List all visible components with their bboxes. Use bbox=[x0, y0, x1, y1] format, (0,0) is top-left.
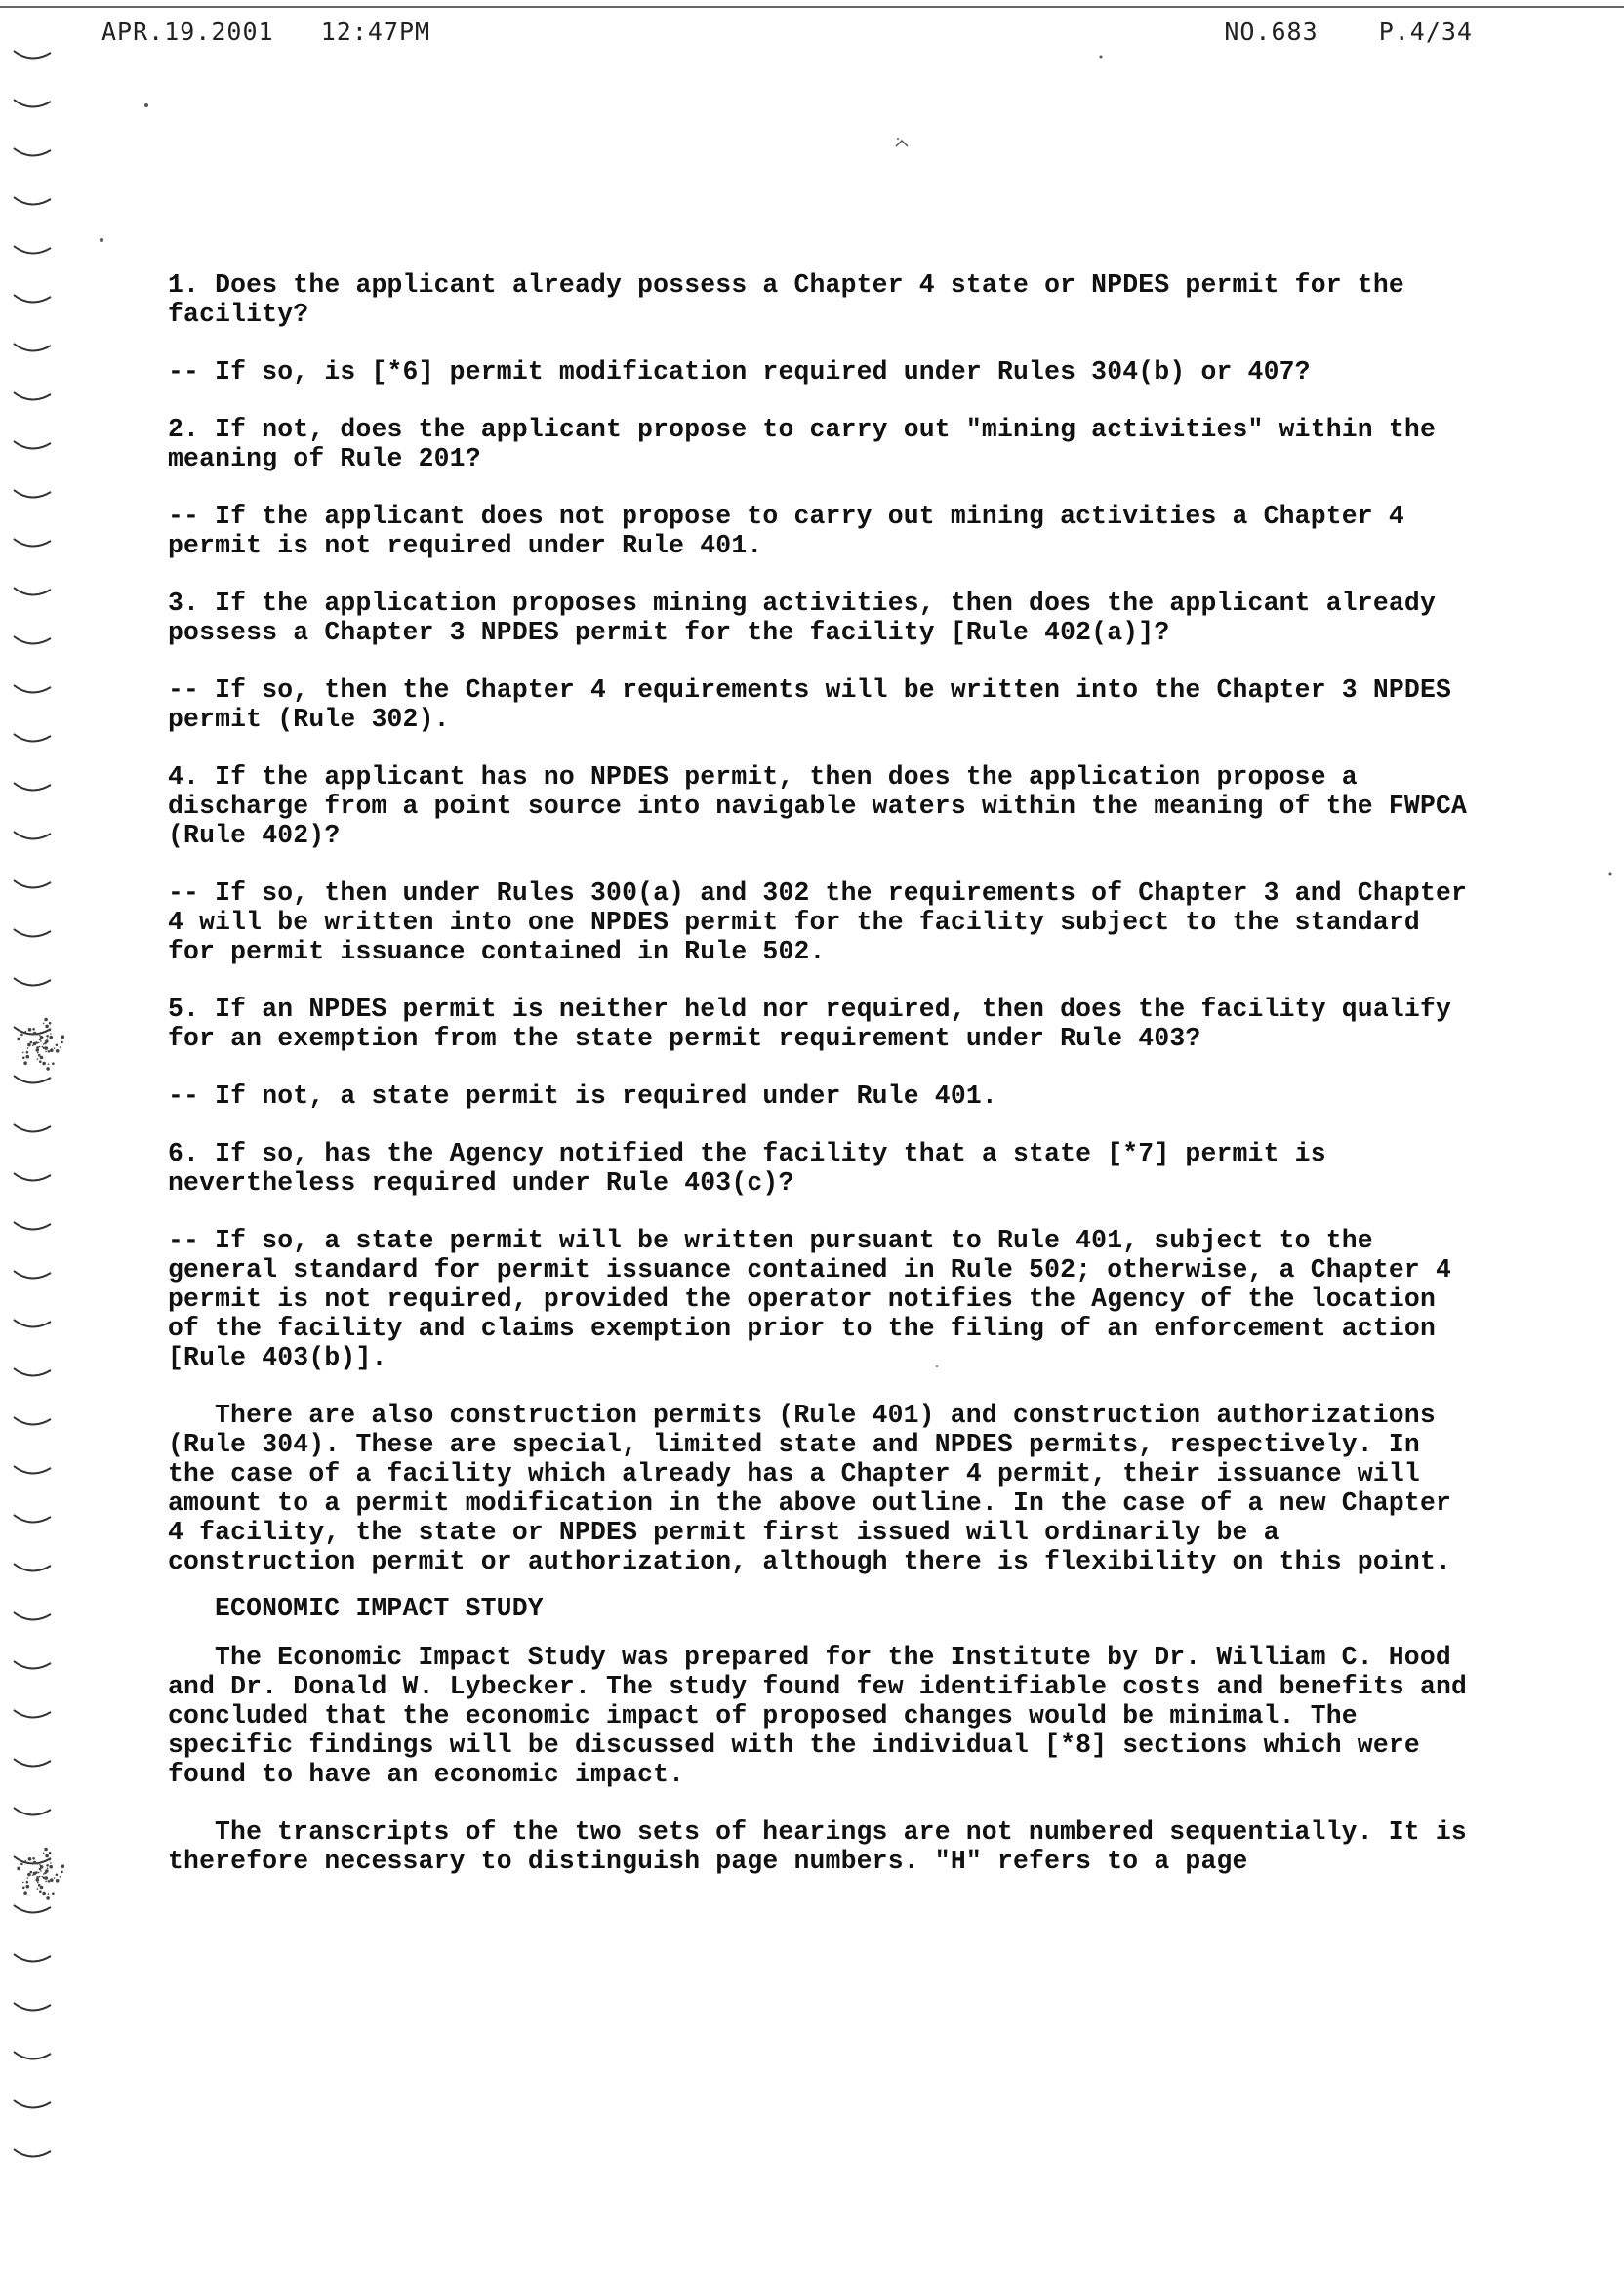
scan-noise-dot bbox=[28, 1028, 32, 1032]
feed-hole-mark bbox=[14, 392, 51, 400]
scan-noise-dot bbox=[46, 1035, 49, 1038]
feed-hole-mark bbox=[14, 832, 51, 839]
feed-hole-mark bbox=[14, 1417, 51, 1425]
scan-noise-dot bbox=[45, 1039, 49, 1043]
scan-speck bbox=[896, 141, 908, 146]
scan-noise-dot bbox=[39, 1046, 41, 1048]
scan-noise-dot bbox=[43, 1023, 45, 1025]
scan-noise-dot bbox=[45, 1046, 49, 1050]
scan-noise-dot bbox=[30, 1033, 32, 1035]
para-11: 6. If so, has the Agency notified the facility that a state [*7] permit is nevertheless required under Rule 403(c)? bbox=[168, 1139, 1326, 1198]
feed-hole-mark bbox=[14, 880, 51, 888]
para-2: -- If so, is [*6] permit modification required under Rules 304(b) or 407? bbox=[168, 357, 1311, 387]
para-13: There are also construction permits (Rule 401) and construction authorizations (Rule 304). These are special, limited state and NPDES permits, respectively. In the case of a facility which already has a Chapter 4 permit, their issuance will amount to a permit modification in the above outline. In the case of a new Chapter 4 facility, the state or NPDES permit first issued will ordinarily be a construction permit or authorization, although there is flexibility on this point. bbox=[168, 1401, 1452, 1576]
scan-noise-dot bbox=[39, 1876, 41, 1878]
feed-hole-mark bbox=[14, 441, 51, 449]
feed-hole-mark bbox=[14, 2052, 51, 2059]
scan-noise-dot bbox=[38, 1872, 40, 1874]
scan-noise-dot bbox=[50, 1862, 52, 1864]
scan-noise-dot bbox=[40, 1886, 44, 1890]
feed-hole-mark bbox=[14, 246, 51, 254]
scan-noise-dot bbox=[26, 1055, 30, 1059]
scan-noise-dot bbox=[61, 1864, 64, 1868]
scan-noise-dot bbox=[25, 1031, 27, 1033]
scan-noise-dot bbox=[43, 1873, 45, 1875]
scan-noise-dot bbox=[50, 1878, 54, 1882]
para-5: 3. If the application proposes mining activities, then does the applicant already possess a Chapter 3 NPDES permit for the facility [Rule 402(a)]? bbox=[168, 589, 1436, 647]
scan-speck bbox=[897, 138, 899, 140]
scan-noise-dot bbox=[39, 1060, 42, 1063]
scan-noise-dot bbox=[22, 1057, 25, 1060]
scan-noise-dot bbox=[17, 1038, 20, 1041]
para-3: 2. If not, does the applicant propose to carry out "mining activities" within the meaning of Rule 201? bbox=[168, 415, 1436, 473]
scan-noise-dot bbox=[40, 1040, 42, 1042]
scan-noise-dot bbox=[43, 1853, 45, 1854]
scan-noise-dot bbox=[22, 1052, 24, 1054]
para-8: -- If so, then under Rules 300(a) and 302 the requirements of Chapter 3 and Chapter 4 will be written into one NPDES permit for the facility subject to the standard for permit issuance contained in Rule 502. bbox=[168, 878, 1468, 966]
scan-noise-dot bbox=[60, 1046, 61, 1048]
feed-hole-mark bbox=[14, 2003, 51, 2011]
feed-hole-mark bbox=[14, 148, 51, 156]
scan-noise-dot bbox=[48, 1893, 50, 1895]
scan-noise-dot bbox=[60, 1876, 61, 1878]
scan-noise-dot bbox=[56, 1874, 59, 1877]
scan-speck bbox=[100, 238, 103, 242]
fax-page-number: P.4/34 bbox=[1378, 18, 1473, 46]
scan-noise-dot bbox=[49, 1852, 52, 1854]
feed-hole-mark bbox=[14, 1954, 51, 1962]
scan-noise-dot bbox=[38, 1884, 41, 1887]
para-14: The Economic Impact Study was prepared for the Institute by Dr. William C. Hood and Dr. Donald W. Lybecker. The study found few identifiable costs and benefits and concluded that the economic impact of proposed changes would be minimal. The specific findings will be discussed with the individual [*8] sections which were found to have an economic impact. bbox=[168, 1643, 1468, 1789]
scan-noise-dot bbox=[54, 1047, 56, 1049]
scan-noise-dot bbox=[32, 1874, 34, 1876]
feed-hole-mark bbox=[14, 197, 51, 205]
scan-noise-dot bbox=[39, 1868, 42, 1871]
scan-noise-dot bbox=[42, 1892, 46, 1895]
fax-header-left bbox=[102, 18, 430, 46]
scan-noise-dot bbox=[36, 1033, 39, 1036]
scan-noise-dot bbox=[49, 1865, 53, 1869]
scan-noise-dot bbox=[50, 1048, 54, 1052]
scan-noise-dot bbox=[42, 1876, 44, 1878]
section-heading: ECONOMIC IMPACT STUDY bbox=[215, 1594, 544, 1623]
scan-noise-dot bbox=[33, 1032, 37, 1036]
feed-hole-mark bbox=[14, 783, 51, 791]
scan-noise-dot bbox=[22, 1887, 25, 1890]
scan-noise-dot bbox=[45, 1854, 49, 1858]
scan-noise-dot bbox=[36, 1048, 40, 1052]
scan-noise-dot bbox=[30, 1871, 33, 1874]
scan-noise-dot bbox=[26, 1881, 29, 1884]
scan-noise-dot bbox=[48, 1858, 51, 1861]
feed-hole-mark bbox=[14, 344, 51, 351]
feed-hole-mark bbox=[14, 1271, 51, 1279]
scan-noise-dot bbox=[40, 1056, 44, 1060]
scan-noise-dot bbox=[32, 1857, 35, 1860]
scan-noise-dot bbox=[50, 1033, 52, 1035]
scan-noise-dot bbox=[37, 1888, 39, 1890]
para-12: -- If so, a state permit will be written pursuant to Rule 401, subject to the general standard for permit issuance contained in Rule 502; otherwise, a Chapter 4 permit is not required, provided the operator notifies the Agency of the location of the facility and claims exemption prior to the filing of an enforcement action [Rule 403(b)]. bbox=[168, 1226, 1452, 1372]
feed-hole-mark bbox=[14, 1856, 51, 1864]
scan-noise-dot bbox=[45, 1051, 47, 1053]
feed-hole-mark bbox=[14, 1905, 51, 1913]
scan-noise-dot bbox=[40, 1870, 42, 1872]
scan-noise-dot bbox=[20, 1034, 23, 1037]
document-body bbox=[168, 270, 1474, 1904]
fax-top-rule bbox=[0, 6, 1624, 8]
para-6: -- If so, then the Chapter 4 requirements will be written into the Chapter 3 NPDES permit (Rule 302). bbox=[168, 675, 1452, 734]
scan-noise-dot bbox=[37, 1052, 39, 1054]
feed-hole-mark bbox=[14, 2149, 51, 2157]
feed-hole-mark bbox=[14, 1027, 51, 1035]
scan-noise-dot bbox=[28, 1857, 32, 1861]
scan-noise-dot bbox=[45, 1876, 49, 1880]
fax-date: APR.19.2001 bbox=[102, 18, 274, 46]
scan-noise-dot bbox=[61, 1041, 63, 1044]
para-9: 5. If an NPDES permit is neither held nor required, then does the facility qualify for an exemption from the state permit requirement under Rule 403? bbox=[168, 995, 1452, 1053]
scan-noise-dot bbox=[48, 1029, 51, 1032]
feed-hole-mark bbox=[14, 1808, 51, 1815]
scan-noise-dot bbox=[30, 1862, 32, 1864]
feed-hole-mark bbox=[14, 734, 51, 742]
scan-noise-dot bbox=[25, 1860, 27, 1862]
feed-hole-mark bbox=[14, 51, 51, 59]
scan-noise-dot bbox=[36, 1862, 39, 1865]
scan-noise-dot bbox=[26, 1051, 29, 1054]
feed-hole-mark bbox=[14, 929, 51, 937]
scan-noise-dot bbox=[47, 1868, 49, 1870]
scan-noise-dot bbox=[43, 1043, 45, 1045]
feed-hole-mark bbox=[14, 1368, 51, 1376]
scan-speck bbox=[1609, 873, 1612, 876]
scan-noise-dot bbox=[46, 1864, 49, 1867]
scan-noise-dot bbox=[48, 1880, 51, 1883]
feed-hole-mark bbox=[14, 2100, 51, 2108]
scan-noise-dot bbox=[61, 1871, 63, 1874]
scan-noise-dot bbox=[30, 1041, 33, 1044]
scan-noise-dot bbox=[54, 1877, 56, 1879]
scan-noise-dot bbox=[44, 1848, 48, 1852]
fax-number: NO.683 bbox=[1224, 18, 1319, 46]
scan-noise-dot bbox=[56, 1044, 59, 1047]
scan-noise-dot bbox=[33, 1861, 37, 1865]
feed-hole-mark bbox=[14, 1124, 51, 1132]
feed-hole-mark bbox=[14, 978, 51, 986]
scan-noise-dot bbox=[27, 1047, 29, 1049]
scan-noise-dot bbox=[46, 1896, 50, 1900]
scan-noise-dot bbox=[45, 1869, 49, 1873]
scan-noise-dot bbox=[39, 1864, 41, 1866]
scan-noise-dot bbox=[37, 1058, 39, 1060]
feed-hole-mark bbox=[14, 1076, 51, 1083]
scan-noise-dot bbox=[39, 1035, 41, 1037]
feed-hole-mark bbox=[14, 1661, 51, 1669]
feed-hole-mark bbox=[14, 1710, 51, 1718]
scan-speck bbox=[1100, 56, 1103, 59]
para-7: 4. If the applicant has no NPDES permit, then does the application propose a discharge from a point source into navigable waters within the meaning of the FWPCA (Rule 402)? bbox=[168, 762, 1468, 850]
scan-noise-dot bbox=[22, 1882, 24, 1884]
scan-noise-dot bbox=[45, 1881, 47, 1883]
scan-noise-dot bbox=[27, 1877, 29, 1879]
scan-noise-dot bbox=[37, 1882, 39, 1884]
scan-noise-dot bbox=[36, 1878, 40, 1882]
scan-noise-dot bbox=[27, 1873, 31, 1877]
feed-hole-mark bbox=[14, 295, 51, 303]
feed-hole-mark bbox=[14, 1759, 51, 1767]
feed-hole-mark bbox=[14, 1320, 51, 1327]
scan-noise-dot bbox=[32, 1028, 35, 1031]
tractor-feed-margin bbox=[6, 39, 64, 2167]
para-15: The transcripts of the two sets of hearings are not numbered sequentially. It is therefore necessary to distinguish page numbers. "H" refers to a page bbox=[168, 1817, 1467, 1876]
feed-hole-mark bbox=[14, 539, 51, 547]
scan-noise-dot bbox=[45, 1025, 49, 1029]
para-4: -- If the applicant does not propose to carry out mining activities a Chapter 4 permit is not required under Rule 401. bbox=[168, 502, 1404, 560]
feed-hole-mark bbox=[14, 1173, 51, 1181]
feed-hole-mark bbox=[14, 636, 51, 644]
scan-speck bbox=[144, 103, 148, 107]
scan-noise-dot bbox=[61, 1035, 64, 1039]
scan-noise-dot bbox=[27, 1043, 31, 1047]
scan-noise-dot bbox=[20, 1863, 23, 1866]
scan-noise-dot bbox=[52, 1062, 55, 1065]
scan-noise-dot bbox=[49, 1022, 52, 1025]
scan-noise-dot bbox=[38, 1042, 40, 1044]
scan-noise-dot bbox=[23, 1061, 27, 1065]
feed-hole-mark bbox=[14, 100, 51, 107]
feed-hole-mark bbox=[14, 685, 51, 693]
scan-noise-dot bbox=[52, 1892, 55, 1895]
scan-noise-dot bbox=[49, 1036, 53, 1039]
feed-hole-mark bbox=[14, 1564, 51, 1571]
feed-hole-mark bbox=[14, 490, 51, 498]
scan-noise-dot bbox=[26, 1885, 30, 1889]
scan-noise-dot bbox=[56, 1049, 60, 1053]
scan-noise-dot bbox=[42, 1046, 44, 1048]
para-10: -- If not, a state permit is required under Rule 401. bbox=[168, 1081, 997, 1111]
feed-hole-mark bbox=[14, 1612, 51, 1620]
fax-time: 12:47PM bbox=[320, 18, 431, 46]
feed-hole-mark bbox=[14, 1466, 51, 1474]
scan-noise-dot bbox=[47, 1039, 49, 1040]
feed-hole-mark bbox=[14, 1515, 51, 1523]
scan-noise-dot bbox=[32, 1044, 34, 1046]
scan-noise-dot bbox=[56, 1879, 60, 1883]
scan-noise-dot bbox=[46, 1067, 50, 1071]
feed-hole-mark bbox=[14, 588, 51, 595]
feed-hole-mark bbox=[14, 1222, 51, 1230]
scan-noise-dot bbox=[39, 1890, 42, 1893]
scan-noise-dot bbox=[48, 1063, 50, 1065]
tractor-feed-holes bbox=[6, 39, 64, 2167]
fax-header-right bbox=[1224, 18, 1473, 46]
scan-noise-dot bbox=[48, 1050, 51, 1053]
scan-noise-dot bbox=[42, 1062, 46, 1066]
para-1: 1. Does the applicant already possess a Chapter 4 state or NPDES permit for the facility? bbox=[168, 270, 1404, 329]
scan-noise-dot bbox=[17, 1867, 20, 1871]
scan-noise-dot bbox=[39, 1039, 42, 1041]
scan-noise-dot bbox=[38, 1054, 41, 1057]
scan-noise-dot bbox=[23, 1891, 27, 1895]
scan-noise-dot bbox=[44, 1018, 48, 1022]
